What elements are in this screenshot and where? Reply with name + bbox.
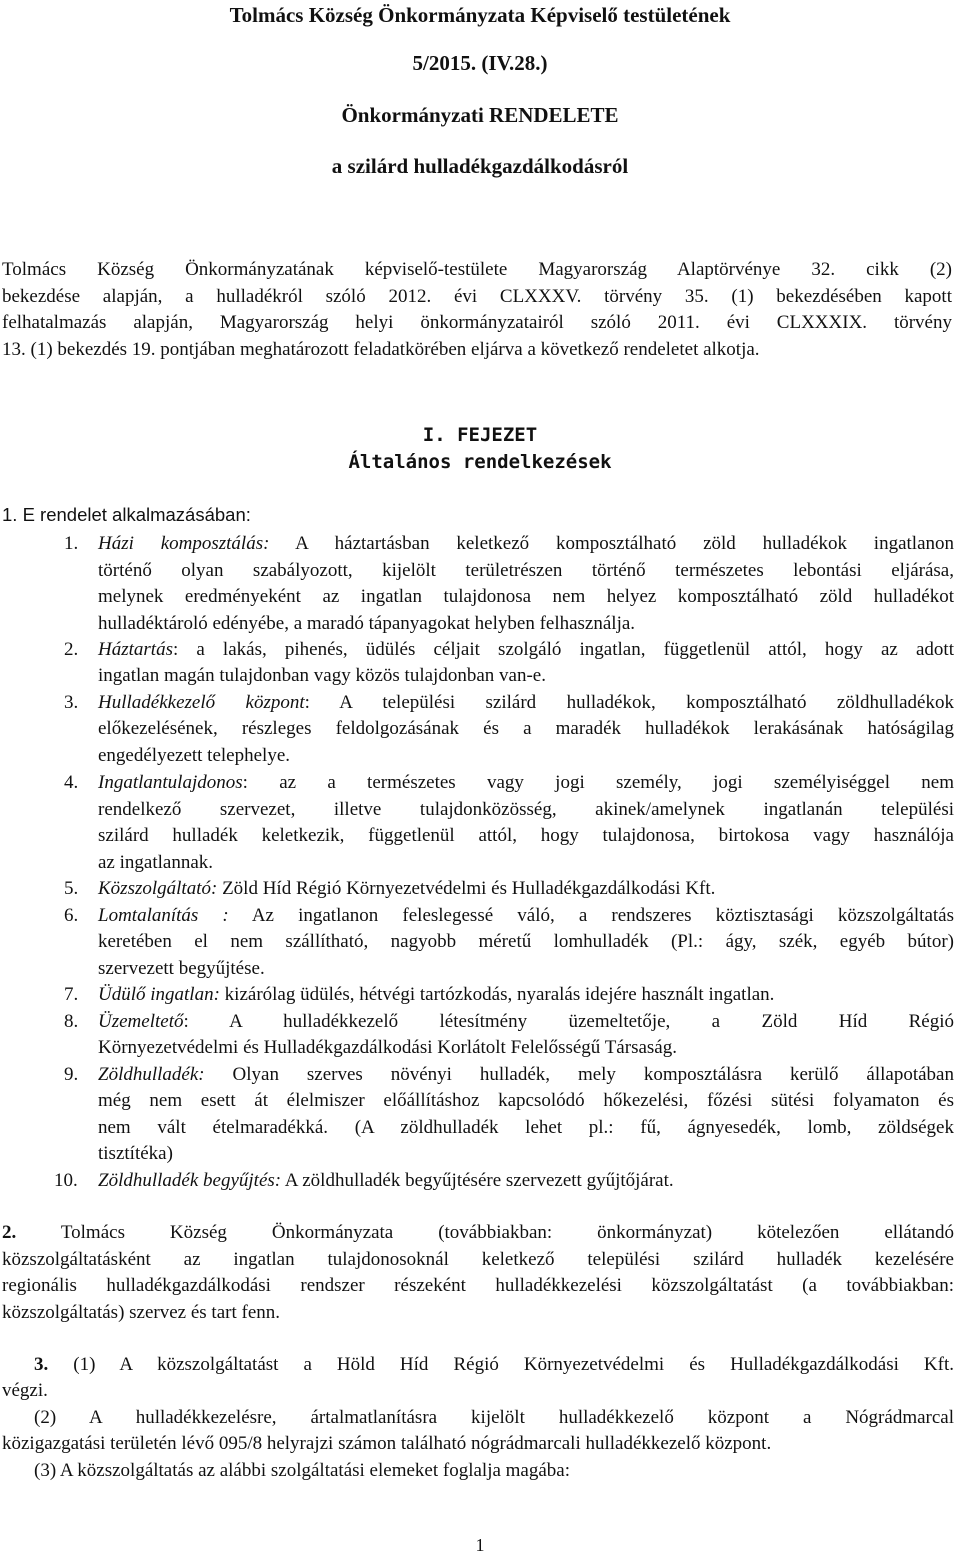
section-3-text-1: (1) A közszolgáltatást a Höld Híd Régió Környezetvédelmi és Hulladékgazdálkodási Kft. [48, 1354, 954, 1375]
def-9-line-3: nem vált ételmaradékká. (A zöldhulladék lehet pl.: fű, ágnyesedék, lomb, zöldségek [98, 1117, 954, 1138]
section-2-line-4: közszolgáltatás) szervez és tart fenn. [2, 1302, 281, 1323]
def-2-term: Háztartás [98, 639, 173, 660]
section-3-line-4: közigazgatási területén lévő 095/8 helyrajzi számon található nógrádmarcali hulladékkezelő központ. [2, 1433, 772, 1454]
def-1-line-2: történő olyan szabályozott, kijelölt területrészen történő természetes lebontási eljárása, [98, 560, 954, 581]
def-1-text-1: A háztartásban keletkező komposztálható zöld hulladékok ingatlanon [295, 533, 954, 554]
def-9-text-1: Olyan szerves növényi hulladék, mely komposztálásra kerülő állapotában [204, 1064, 954, 1085]
def-9-term: Zöldhulladék: [98, 1064, 205, 1085]
def-3-number: 3. [64, 692, 79, 713]
preamble-line-2-text: bekezdése alapján, a hulladékról szóló 2012. évi CLXXXV. törvény 35. (1) bekezdésében kapott [2, 286, 952, 307]
def-7-text-1: kizárólag üdülés, hétvégi tartózkodás, nyaralás idejére használt ingatlan. [219, 984, 775, 1005]
def-4-line-3: szilárd hulladék keletkezik, függetlenül attól, hogy tulajdonosa, birtokosa vagy használója [98, 825, 954, 846]
def-8-line-2: Környezetvédelmi és Hulladékgazdálkodási Korlátolt Felelősségű Társaság. [98, 1037, 677, 1058]
def-7-line-1 [98, 982, 774, 1008]
def-9-line-4: tisztítéka) [98, 1143, 173, 1164]
def-7-term: Üdülő ingatlan: [98, 984, 220, 1005]
def-4-line-1 [98, 770, 954, 796]
preamble-line-1: Tolmács Község Önkormányzatának képviselő-testülete Magyarország Alaptörvénye 32. cikk (2) [2, 259, 952, 280]
def-2-text-1: : a lakás, pihenés, üdülés céljait szolgáló ingatlan, függetlenül attól, hogy az adott [172, 639, 954, 660]
def-3-line-3: engedélyezett telephelye. [98, 745, 291, 766]
def-6-line-3: szervezett begyűjtése. [98, 958, 265, 979]
def-3-line-2: előkezelésének, részleges feldolgozásának és a maradék hulladékok lerakásának hatóságilag [98, 718, 954, 739]
def-8-number: 8. [64, 1011, 79, 1032]
def-1-term: Házi komposztálás: [98, 533, 270, 554]
section-2-text-1: Tolmács Község Önkormányzata (továbbiakban: önkormányzat) kötelezően ellátandó [16, 1222, 954, 1243]
def-10-line-1 [98, 1168, 674, 1194]
section-3-line-5: (3) A közszolgáltatás az alábbi szolgáltatási elemeket foglalja magába: [34, 1460, 571, 1481]
section-2-line-1 [2, 1220, 954, 1246]
def-9-number: 9. [64, 1064, 79, 1085]
title-line-1: Tolmács Község Önkormányzata Képviselő testületének [229, 3, 731, 27]
def-8-line-1 [98, 1009, 954, 1035]
section-2-line-2: közszolgáltatásként az ingatlan tulajdonosoknál keletkező települési szilárd hulladék kezelésére [2, 1249, 954, 1270]
def-6-text-1: Az ingatlanon feleslegessé váló, a rendszeres köztisztasági közszolgáltatás [228, 905, 954, 926]
def-9-line-2: még nem esett át élelmiszer előállításhoz kapcsolódó hőkezelési, főzési sütési folyamaton és [98, 1090, 954, 1111]
def-5-line-1 [98, 876, 715, 902]
section-3-line-1 [34, 1352, 954, 1378]
def-1-line-3: melynek eredményeként az ingatlan tulajdonosa nem helyez komposztálható zöld hulladékot [98, 586, 954, 607]
def-5-text-1: Zöld Híd Régió Környezetvédelmi és Hulladékgazdálkodási Kft. [217, 878, 716, 899]
section-1-heading: 1. E rendelet alkalmazásában: [2, 504, 251, 525]
def-6-line-1 [98, 903, 954, 929]
title-line-2: 5/2015. (IV.28.) [412, 51, 548, 75]
section-2-line-3: regionális hulladékgazdálkodási rendszer részeként hulladékkezelési közszolgáltatást (a továbbiakban: [2, 1275, 954, 1296]
def-6-number: 6. [64, 905, 79, 926]
def-6-line-2: keretében el nem szállítható, nagyobb méretű lomhulladék (Pl.: ágy, szék, egyéb bútor) [98, 931, 954, 952]
page-number: 1 [475, 1535, 485, 1555]
def-1-line-4: hulladéktároló edényébe, a maradó tápanyagokat helyben felhasználja. [98, 613, 636, 634]
def-10-term: Zöldhulladék begyűjtés: [98, 1170, 282, 1191]
def-2-line-1 [98, 637, 954, 663]
title-line-4: a szilárd hulladékgazdálkodásról [331, 154, 629, 178]
def-5-term: Közszolgáltató: [98, 878, 218, 899]
title-line-3: Önkormányzati RENDELETE [341, 103, 619, 127]
def-4-number: 4. [64, 772, 79, 793]
def-4-term: Ingatlantulajdonos [98, 772, 243, 793]
def-7-number: 7. [64, 984, 79, 1005]
def-4-line-4: az ingatlannak. [98, 852, 214, 873]
preamble-line-3: felhatalmazás alapján, Magyarország helyi önkormányzatairól szóló 2011. évi CLXXXIX. törvény [2, 312, 952, 333]
def-2-line-2: ingatlan magán tulajdonban vagy közös tulajdonban van-e. [98, 665, 546, 686]
section-3-number: 3. [34, 1354, 49, 1375]
section-2-number: 2. [2, 1222, 17, 1243]
chapter-title: Általános rendelkezések [348, 451, 612, 473]
section-3-line-3: (2) A hulladékkezelésre, ártalmatlanításra kijelölt hulladékkezelő központ a Nógrádmarcal [34, 1407, 954, 1428]
preamble-line-2 [2, 284, 952, 310]
chapter-number: I. FEJEZET [422, 424, 538, 446]
def-6-term: Lomtalanítás : [98, 905, 229, 926]
def-10-text-1: A zöldhulladék begyűjtésére szervezett gyűjtőjárat. [281, 1170, 674, 1191]
def-2-number: 2. [64, 639, 79, 660]
section-3-line-2: végzi. [2, 1380, 48, 1401]
def-3-line-1 [98, 690, 954, 716]
def-5-number: 5. [64, 878, 79, 899]
def-1-number: 1. [64, 533, 79, 554]
def-3-text-1: : A települési szilárd hulladékok, komposztálható zöldhulladékok [304, 692, 954, 713]
def-3-term: Hulladékkezelő központ [98, 692, 305, 713]
def-8-text-1: : A hulladékkezelő létesítmény üzemeltetője, a Zöld Híd Régió [183, 1011, 954, 1032]
def-4-text-1: : az a természetes vagy jogi személy, jogi személyiséggel nem [242, 772, 954, 793]
def-4-line-2: rendelkező szervezet, illetve tulajdonközösség, akinek/amelynek ingatlanán települési [98, 799, 954, 820]
preamble-line-4: 13. (1) bekezdés 19. pontjában meghatározott feladatkörében eljárva a következő rendeletet alkotja. [2, 339, 760, 360]
def-1-line-1 [98, 531, 954, 557]
def-8-term: Üzemeltető [98, 1011, 184, 1032]
def-9-line-1 [98, 1062, 954, 1088]
def-10-number: 10. [54, 1170, 78, 1191]
